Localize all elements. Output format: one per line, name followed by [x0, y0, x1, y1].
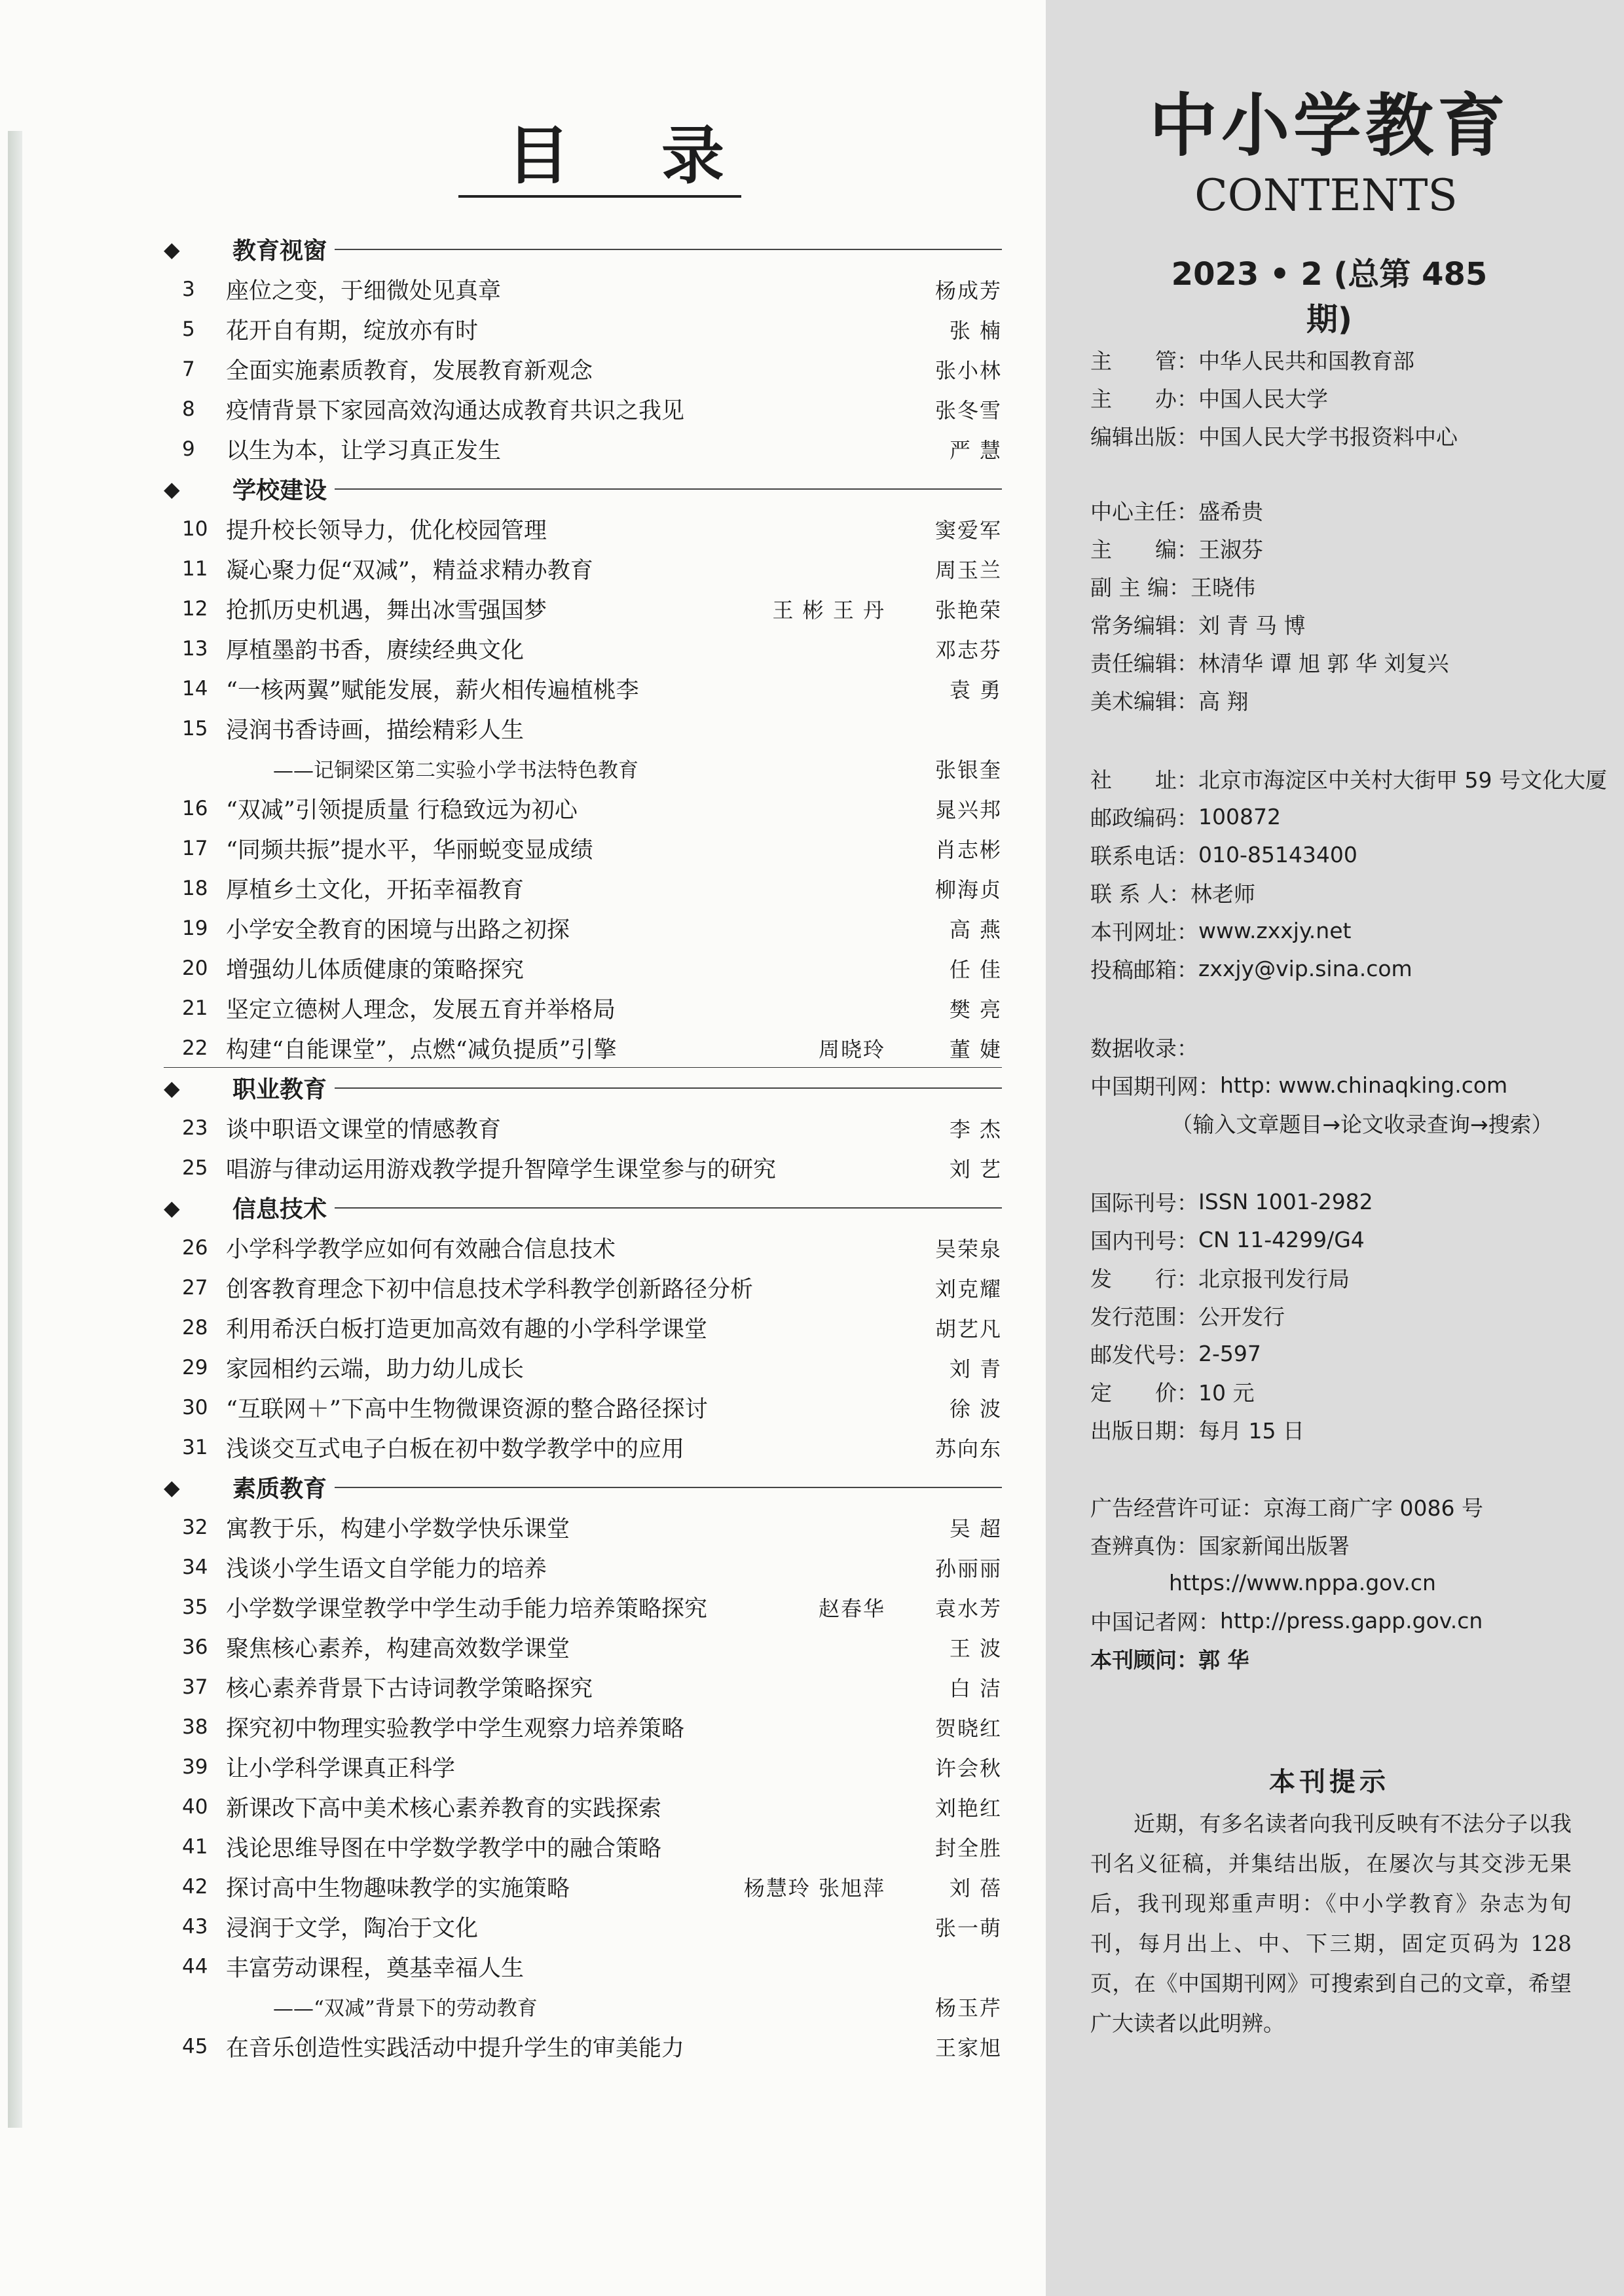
toc-entry[interactable]: [164, 1547, 1002, 1587]
entry-page-number: 19: [182, 916, 208, 940]
entry-page-number: 41: [182, 1834, 208, 1859]
toc-entry[interactable]: [164, 1627, 1002, 1667]
toc-entry[interactable]: [164, 1307, 1002, 1347]
info-label: 中心主任：: [1090, 498, 1198, 524]
entry-title: 浅论思维导图在中学数学教学中的融合策略: [226, 1835, 662, 1862]
entry-page-number: 30: [182, 1395, 208, 1419]
editorial-staff: [1090, 491, 1608, 719]
info-value: 刘 青 马 博: [1198, 612, 1306, 638]
info-value: 中华人民共和国教育部: [1198, 348, 1414, 374]
entry-author: 吴 超: [949, 1516, 1002, 1541]
info-value: 10 元: [1198, 1379, 1255, 1406]
section-rule: [335, 1087, 1002, 1089]
info-value: 北京报刊发行局: [1198, 1266, 1350, 1292]
info-row: [1090, 529, 1608, 567]
toc-entry[interactable]: [164, 2026, 1002, 2066]
entry-page-number: 36: [182, 1635, 208, 1659]
info-row: [1090, 911, 1608, 949]
section-name: 学校建设: [232, 472, 335, 505]
entry-title: 抢抓历史机遇，舞出冰雪强国梦: [226, 597, 547, 624]
entry-author: 许会秋: [934, 1755, 1002, 1781]
diamond-icon: ◆: [164, 1195, 180, 1220]
toc-entry[interactable]: [164, 1986, 1002, 2026]
info-value: 京海工商广字 0086 号: [1263, 1495, 1483, 1521]
entry-title: 探讨高中生物趣味教学的实施策略: [226, 1875, 570, 1902]
notice-body: 近期，有多名读者向我刊反映有不法分子以我刊名义征稿，并集结出版，在屡次与其交涉无果后，我刊现郑重声明：《中小学教育》杂志为旬刊，每月出上、中、下三期，固定页码为 128 页，在《中国期刊网》可搜索到自己的文章，希望广大读者以此明辨。: [1090, 1811, 1572, 2037]
entry-title: 小学数学课堂教学中学生动手能力培养策略探究: [226, 1595, 708, 1622]
entry-title: “同频共振”提水平，华丽蜕变显成绩: [226, 837, 593, 864]
entry-title: 厚植墨韵书香，赓续经典文化: [226, 637, 525, 664]
entry-title: 浸润书香诗画，描绘精彩人生: [226, 717, 525, 744]
entry-author: 贺晓红: [934, 1715, 1002, 1741]
entry-title: 让小学科学课真正科学: [226, 1755, 456, 1782]
info-value: 北京市海淀区中关村大街甲 59 号文化大厦: [1198, 767, 1607, 793]
entry-page-number: 12: [182, 596, 208, 621]
info-row: [1090, 949, 1608, 987]
toc-entry[interactable]: [164, 1267, 1002, 1307]
info-label: 查辨真伪：: [1090, 1533, 1198, 1559]
info-row: [1090, 1601, 1608, 1639]
diamond-icon: ◆: [164, 1075, 180, 1101]
info-label: 联 系 人：: [1090, 881, 1190, 907]
entry-title: 浅谈小学生语文自学能力的培养: [226, 1556, 547, 1582]
info-row: [1090, 1487, 1608, 1525]
entry-title: 厚植乡土文化，开拓幸福教育: [226, 877, 525, 903]
section-header: [164, 1467, 1002, 1507]
entry-title: 谈中职语文课堂的情感教育: [226, 1116, 502, 1143]
section-header: [164, 229, 1002, 269]
entry-author: 张 楠: [949, 318, 1002, 343]
toc-entry[interactable]: [164, 1707, 1002, 1747]
info-row: [1090, 1182, 1608, 1220]
info-row: [1090, 340, 1608, 378]
info-value: 每月 15 日: [1198, 1417, 1304, 1444]
notice-title: 本刊提示: [1269, 1767, 1390, 1797]
entry-title: 座位之变，于细微处见真章: [226, 278, 502, 304]
entry-page-number: 13: [182, 636, 208, 661]
entry-title: ——“双减”背景下的劳动教育: [273, 1997, 538, 2020]
entry-author: 刘 青: [949, 1356, 1002, 1381]
info-value: 盛希贵: [1198, 498, 1263, 524]
entry-title: 创客教育理念下初中信息技术学科教学创新路径分析: [226, 1276, 754, 1303]
section-header: [164, 469, 1002, 509]
entry-author: 袁水芳: [934, 1595, 1002, 1621]
entry-page-number: 11: [182, 556, 208, 581]
toc-entry[interactable]: [164, 429, 1002, 469]
info-row: [1090, 1639, 1608, 1677]
entry-author: 刘 艺: [949, 1156, 1002, 1182]
entry-page-number: 45: [182, 2034, 208, 2058]
info-row: [1090, 416, 1608, 454]
entry-author: 窦爱军: [934, 517, 1002, 543]
toc-entry[interactable]: [164, 828, 1002, 868]
diamond-icon: ◆: [164, 236, 180, 262]
toc-entry[interactable]: [164, 908, 1002, 948]
toc-entry[interactable]: [164, 1387, 1002, 1427]
entry-title: 提升校长领导力，优化校园管理: [226, 517, 547, 544]
entry-page-number: 40: [182, 1795, 208, 1819]
info-label: 联系电话：: [1090, 843, 1198, 869]
entry-author: 董 婕: [949, 1036, 1002, 1062]
info-row: [1090, 1372, 1608, 1410]
toc-entry[interactable]: [164, 389, 1002, 429]
entry-author: 刘艳红: [934, 1795, 1002, 1821]
info-value: （输入文章题目→论文收录查询→搜索）: [1171, 1111, 1553, 1137]
diamond-icon: ◆: [164, 1474, 180, 1500]
entry-author: 邓志芬: [934, 637, 1002, 663]
toc-entry[interactable]: [164, 1867, 1002, 1906]
entry-page-number: 42: [182, 1874, 208, 1899]
info-label: 主 办：: [1090, 386, 1198, 412]
toc-entry[interactable]: [164, 1028, 1002, 1068]
entry-page-number: 34: [182, 1555, 208, 1579]
toc-entry[interactable]: [164, 668, 1002, 708]
entry-author: 张小林: [934, 357, 1002, 383]
info-label: 社 址：: [1090, 767, 1198, 793]
info-value: http: www.chinaqking.com: [1220, 1072, 1508, 1098]
info-value: 林老师: [1190, 881, 1255, 907]
info-value: 林清华 谭 旭 郭 华 刘复兴: [1198, 650, 1449, 676]
entry-author: 杨玉芹: [934, 1995, 1002, 2020]
info-label: 定 价：: [1090, 1379, 1198, 1406]
info-row: [1090, 873, 1608, 911]
title-rule: [458, 195, 741, 198]
info-row: [1090, 1220, 1608, 1258]
section-name: 教育视窗: [232, 232, 335, 266]
toc-entry[interactable]: [164, 708, 1002, 748]
section-header: [164, 1188, 1002, 1228]
info-row: [1090, 759, 1608, 797]
table-of-contents: [164, 229, 1002, 2066]
toc-entry[interactable]: [164, 1228, 1002, 1267]
entry-title: 以生为本，让学习真正发生: [226, 437, 502, 464]
info-value: 王淑芬: [1198, 536, 1263, 562]
entry-title: 在音乐创造性实践活动中提升学生的审美能力: [226, 2035, 685, 2062]
info-row: [1090, 1104, 1608, 1142]
info-label: 编辑出版：: [1090, 424, 1198, 450]
entry-page-number: 22: [182, 1036, 208, 1060]
info-label: 中国记者网：: [1090, 1609, 1220, 1635]
entry-title: 新课改下高中美术核心素养教育的实践探索: [226, 1795, 662, 1822]
entry-page-number: 21: [182, 996, 208, 1020]
toc-entry[interactable]: [164, 1906, 1002, 1946]
entry-page-number: 23: [182, 1116, 208, 1140]
info-row: [1090, 681, 1608, 719]
entry-page-number: 38: [182, 1715, 208, 1739]
info-row: [1090, 1296, 1608, 1334]
entry-page-number: 39: [182, 1755, 208, 1779]
entry-author: 张艳荣: [934, 597, 1002, 623]
info-row: [1090, 1028, 1608, 1066]
entry-author: 张一萌: [934, 1915, 1002, 1941]
entry-author: 王家旭: [934, 2035, 1002, 2060]
info-label: 副 主 编：: [1090, 574, 1190, 600]
entry-page-number: 15: [182, 716, 208, 740]
entry-title: 小学科学教学应如何有效融合信息技术: [226, 1236, 616, 1263]
info-value: 国家新闻出版署: [1198, 1533, 1350, 1559]
entry-title: 全面实施素质教育，发展教育新观念: [226, 357, 593, 384]
section-rule: [335, 1207, 1002, 1209]
entry-author: 吴荣泉: [934, 1236, 1002, 1262]
info-row: [1090, 1563, 1608, 1601]
diamond-icon: ◆: [164, 476, 180, 501]
entry-author: 刘克耀: [934, 1276, 1002, 1302]
entry-author: 严 慧: [949, 437, 1002, 463]
entry-author: 高 燕: [949, 917, 1002, 942]
entry-page-number: 8: [182, 397, 195, 421]
entry-title: 聚焦核心素养，构建高效数学课堂: [226, 1635, 570, 1662]
entry-title: 浅谈交互式电子白板在初中数学教学中的应用: [226, 1436, 685, 1463]
info-row: [1090, 491, 1608, 529]
info-label: 广告经营许可证：: [1090, 1495, 1263, 1521]
entry-title: 凝心聚力促“双减”，精益求精办教育: [226, 557, 593, 584]
section-rule: [335, 488, 1002, 490]
toc-entry[interactable]: [164, 1946, 1002, 1986]
entry-title: 增强幼儿体质健康的策略探究: [226, 957, 525, 983]
entry-page-number: 25: [182, 1156, 208, 1180]
info-label: 国内刊号：: [1090, 1228, 1198, 1254]
toc-entry[interactable]: [164, 309, 1002, 349]
info-value: 王晓伟: [1190, 574, 1255, 600]
indexing-info: [1090, 1028, 1608, 1142]
entry-author: 任 佳: [949, 957, 1002, 982]
publisher-info: [1090, 340, 1608, 454]
toc-entry[interactable]: [164, 1507, 1002, 1547]
toc-entry[interactable]: [164, 988, 1002, 1028]
toc-entry[interactable]: [164, 748, 1002, 788]
issue-number: 2023 • 2 (总第 485 期): [1171, 256, 1488, 338]
toc-entry[interactable]: [164, 1787, 1002, 1827]
info-row: [1090, 643, 1608, 681]
info-value: 2-597: [1198, 1340, 1261, 1366]
entry-title: 探究初中物理实验教学中学生观察力培养策略: [226, 1715, 685, 1742]
entry-author: 封全胜: [934, 1835, 1002, 1861]
entry-page-number: 7: [182, 357, 195, 381]
info-label: 数据收录：: [1090, 1035, 1198, 1061]
entry-title: 构建“自能课堂”，点燃“减负提质”引擎: [226, 1036, 617, 1063]
info-label: 本刊网址：: [1090, 919, 1198, 945]
toc-entry[interactable]: [164, 589, 1002, 629]
entry-author: 胡艺凡: [934, 1316, 1002, 1341]
entry-page-number: 20: [182, 956, 208, 980]
section-name: 素质教育: [232, 1470, 335, 1504]
toc-entry[interactable]: [164, 868, 1002, 908]
entry-title: 核心素养背景下古诗词教学策略探究: [226, 1675, 593, 1702]
entry-page-number: 26: [182, 1235, 208, 1260]
info-row: [1090, 378, 1608, 416]
entry-author: 王 波: [949, 1635, 1002, 1661]
entry-author: 柳海贞: [934, 877, 1002, 902]
entry-author: 刘 蓓: [949, 1875, 1002, 1901]
info-value: 郭 华: [1198, 1647, 1249, 1673]
toc-title-char: 录: [661, 118, 724, 192]
info-row: [1090, 1066, 1608, 1104]
entry-page-number: 43: [182, 1914, 208, 1939]
toc-entry[interactable]: [164, 509, 1002, 549]
contact-info: [1090, 759, 1608, 987]
toc-entry[interactable]: [164, 1347, 1002, 1387]
toc-entry[interactable]: [164, 948, 1002, 988]
info-label: 常务编辑：: [1090, 612, 1198, 638]
toc-entry[interactable]: [164, 1827, 1002, 1867]
entry-title: 家园相约云端，助力幼儿成长: [226, 1356, 525, 1383]
info-row: [1090, 1258, 1608, 1296]
entry-title: 花开自有期，绽放亦有时: [226, 318, 479, 344]
info-value: ISSN 1001-2982: [1198, 1188, 1373, 1214]
entry-page-number: 14: [182, 676, 208, 701]
info-label: 主 管：: [1090, 348, 1198, 374]
info-row: [1090, 567, 1608, 605]
info-label: 发行范围：: [1090, 1303, 1198, 1330]
entry-title: 利用希沃白板打造更加高效有趣的小学科学课堂: [226, 1316, 708, 1343]
entry-page-number: 28: [182, 1315, 208, 1339]
section-name: 职业教育: [232, 1071, 335, 1104]
entry-title: 浸润于文学，陶冶于文化: [226, 1915, 479, 1942]
info-row: [1090, 1525, 1608, 1563]
info-label: 邮政编码：: [1090, 805, 1198, 831]
info-value: https://www.nppa.gov.cn: [1169, 1569, 1436, 1595]
entry-author: 徐 波: [949, 1396, 1002, 1421]
entry-title: 唱游与律动运用游戏教学提升智障学生课堂参与的研究: [226, 1156, 777, 1183]
info-value: 中国人民大学: [1198, 386, 1328, 412]
info-row: [1090, 1410, 1608, 1448]
entry-author: 肖志彬: [934, 837, 1002, 862]
entry-title: 寓教于乐，构建小学数学快乐课堂: [226, 1516, 570, 1542]
entry-page-number: 29: [182, 1355, 208, 1379]
entry-author: 樊 亮: [949, 996, 1002, 1022]
entry-page-number: 35: [182, 1595, 208, 1619]
section-rule: [335, 1487, 1002, 1488]
toc-title: [458, 118, 773, 192]
entry-author: 李 杰: [949, 1116, 1002, 1142]
entry-page-number: 37: [182, 1675, 208, 1699]
toc-entry[interactable]: [164, 1108, 1002, 1148]
entry-page-number: 9: [182, 437, 195, 461]
entry-coauthors: 赵春华: [818, 1595, 885, 1621]
info-row: [1090, 797, 1608, 835]
info-label: 国际刊号：: [1090, 1190, 1198, 1216]
entry-page-number: 17: [182, 836, 208, 860]
entry-title: 小学安全教育的困境与出路之初探: [226, 917, 570, 943]
info-value: 高 翔: [1198, 688, 1249, 714]
info-label: 投稿邮箱：: [1090, 957, 1198, 983]
entry-page-number: 5: [182, 317, 195, 341]
info-value: 公开发行: [1198, 1303, 1285, 1330]
entry-title: ——记铜梁区第二实验小学书法特色教育: [273, 759, 638, 782]
entry-author: 晁兴邦: [934, 797, 1002, 822]
info-value: zxxjy@vip.sina.com: [1198, 955, 1412, 981]
entry-page-number: 27: [182, 1275, 208, 1300]
entry-author: 白 洁: [949, 1675, 1002, 1701]
entry-coauthors: 王 彬 王 丹: [772, 597, 885, 623]
entry-title: “双减”引领提质量 行稳致远为初心: [226, 797, 578, 824]
entry-title: “互联网＋”下高中生物微课资源的整合路径探讨: [226, 1396, 708, 1423]
entry-author: 周玉兰: [934, 557, 1002, 583]
section-name: 信息技术: [232, 1191, 335, 1224]
entry-page-number: 10: [182, 517, 208, 541]
entry-author: 张冬雪: [934, 397, 1002, 423]
info-row: [1090, 835, 1608, 873]
entry-title: 丰富劳动课程，奠基幸福人生: [226, 1955, 525, 1982]
info-value: www.zxxjy.net: [1198, 917, 1352, 943]
entry-page-number: 44: [182, 1954, 208, 1978]
info-label: 责任编辑：: [1090, 650, 1198, 676]
entry-page-number: 31: [182, 1435, 208, 1459]
entry-coauthors: 周晓玲: [818, 1036, 885, 1062]
info-label: 发 行：: [1090, 1266, 1198, 1292]
magazine-title: 中小学教育: [1149, 86, 1509, 166]
info-row: [1090, 1334, 1608, 1372]
info-value: 100872: [1198, 803, 1281, 829]
entry-page-number: 16: [182, 796, 208, 820]
toc-entry[interactable]: [164, 1667, 1002, 1707]
entry-page-number: 32: [182, 1515, 208, 1539]
entry-title: “一核两翼”赋能发展，薪火相传遍植桃李: [226, 677, 639, 704]
entry-title: 坚定立德树人理念，发展五育并举格局: [226, 996, 616, 1023]
section-rule: [335, 249, 1002, 250]
info-row: [1090, 605, 1608, 643]
toc-entry[interactable]: [164, 1148, 1002, 1188]
contents-subtitle: CONTENTS: [1194, 170, 1458, 221]
info-label: 出版日期：: [1090, 1417, 1198, 1444]
entry-author: 袁 勇: [949, 677, 1002, 702]
page-edge-strip: [8, 131, 22, 2128]
info-value: CN 11-4299/G4: [1198, 1226, 1365, 1252]
toc-entry[interactable]: [164, 788, 1002, 828]
info-value: http://press.gapp.gov.cn: [1220, 1607, 1483, 1633]
info-value: 010-85143400: [1198, 841, 1357, 867]
entry-author: 苏向东: [934, 1436, 1002, 1461]
info-label: 主 编：: [1090, 536, 1198, 562]
entry-page-number: 18: [182, 876, 208, 900]
toc-entry[interactable]: [164, 1587, 1002, 1627]
entry-page-number: 3: [182, 277, 195, 301]
info-label: 美术编辑：: [1090, 688, 1198, 714]
publication-info: [1090, 1182, 1608, 1448]
section-header: [164, 1068, 1002, 1108]
toc-entry[interactable]: [164, 1427, 1002, 1467]
toc-entry[interactable]: [164, 549, 1002, 589]
info-value: 中国人民大学书报资料中心: [1198, 424, 1458, 450]
toc-entry[interactable]: [164, 1747, 1002, 1787]
info-label: 中国期刊网：: [1090, 1073, 1220, 1099]
info-label: 邮发代号：: [1090, 1341, 1198, 1368]
entry-coauthors: 杨慧玲 张旭萍: [743, 1875, 885, 1901]
toc-entry[interactable]: [164, 269, 1002, 309]
info-label: 本刊顾问：: [1090, 1647, 1198, 1673]
entry-author: 杨成芳: [934, 278, 1002, 303]
entry-author: 孙丽丽: [934, 1556, 1002, 1581]
entry-title: 疫情背景下家园高效沟通达成教育共识之我见: [226, 397, 685, 424]
toc-entry[interactable]: [164, 349, 1002, 389]
toc-entry[interactable]: [164, 629, 1002, 668]
advertising-info: [1090, 1487, 1608, 1677]
entry-author: 张银奎: [934, 757, 1002, 782]
toc-title-char: 目: [507, 118, 570, 192]
